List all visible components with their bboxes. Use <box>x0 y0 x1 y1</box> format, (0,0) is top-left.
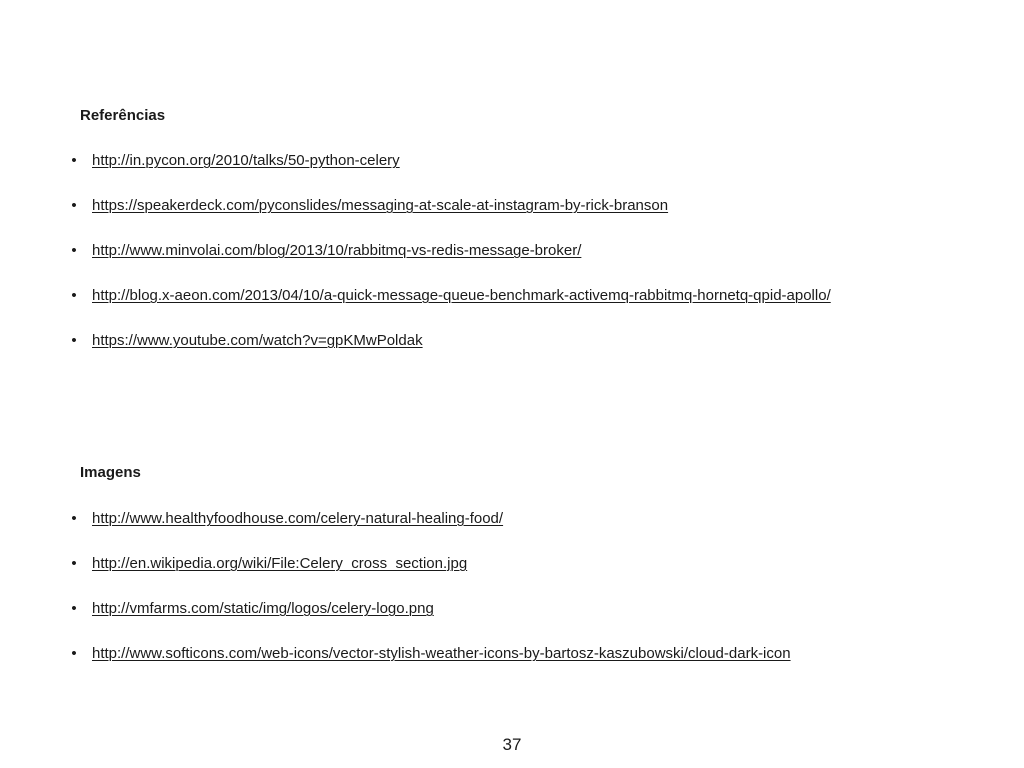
page-number: 37 <box>502 735 522 754</box>
bullet-icon: • <box>71 645 77 662</box>
image-source-link[interactable]: http://en.wikipedia.org/wiki/File:Celery_cross_section.jpg <box>92 555 468 572</box>
references-heading: Referências <box>80 107 166 124</box>
image-source-link[interactable]: http://www.healthyfoodhouse.com/celery-natural-healing-food/ <box>92 510 504 527</box>
bullet-icon: • <box>71 555 77 572</box>
references-list <box>64 152 831 377</box>
list-item <box>64 555 791 600</box>
reference-link[interactable]: https://www.youtube.com/watch?v=gpKMwPoldak <box>92 332 423 349</box>
bullet-icon: • <box>71 600 77 617</box>
list-item <box>64 510 791 555</box>
reference-link[interactable]: https://speakerdeck.com/pyconslides/messaging-at-scale-at-instagram-by-rick-branson <box>92 197 669 214</box>
bullet-icon: • <box>71 287 77 304</box>
list-item <box>64 197 831 242</box>
bullet-icon: • <box>71 332 77 349</box>
images-heading: Imagens <box>80 464 141 481</box>
reference-link[interactable]: http://in.pycon.org/2010/talks/50-python-celery <box>92 152 400 169</box>
list-item <box>64 287 831 332</box>
bullet-icon: • <box>71 197 77 214</box>
bullet-icon: • <box>71 242 77 259</box>
image-source-link[interactable]: http://vmfarms.com/static/img/logos/celery-logo.png <box>92 600 434 617</box>
reference-link[interactable]: http://www.minvolai.com/blog/2013/10/rabbitmq-vs-redis-message-broker/ <box>92 242 582 259</box>
image-source-link[interactable]: http://www.softicons.com/web-icons/vector-stylish-weather-icons-by-bartosz-kaszubowski/cloud-dark-icon <box>92 645 791 662</box>
list-item <box>64 332 831 377</box>
images-list <box>64 510 791 690</box>
list-item <box>64 152 831 197</box>
list-item <box>64 600 791 645</box>
bullet-icon: • <box>71 510 77 527</box>
list-item <box>64 645 791 690</box>
bullet-icon: • <box>71 152 77 169</box>
list-item <box>64 242 831 287</box>
reference-link[interactable]: http://blog.x-aeon.com/2013/04/10/a-quick-message-queue-benchmark-activemq-rabbitmq-hornetq-qpid-apollo/ <box>92 287 831 304</box>
